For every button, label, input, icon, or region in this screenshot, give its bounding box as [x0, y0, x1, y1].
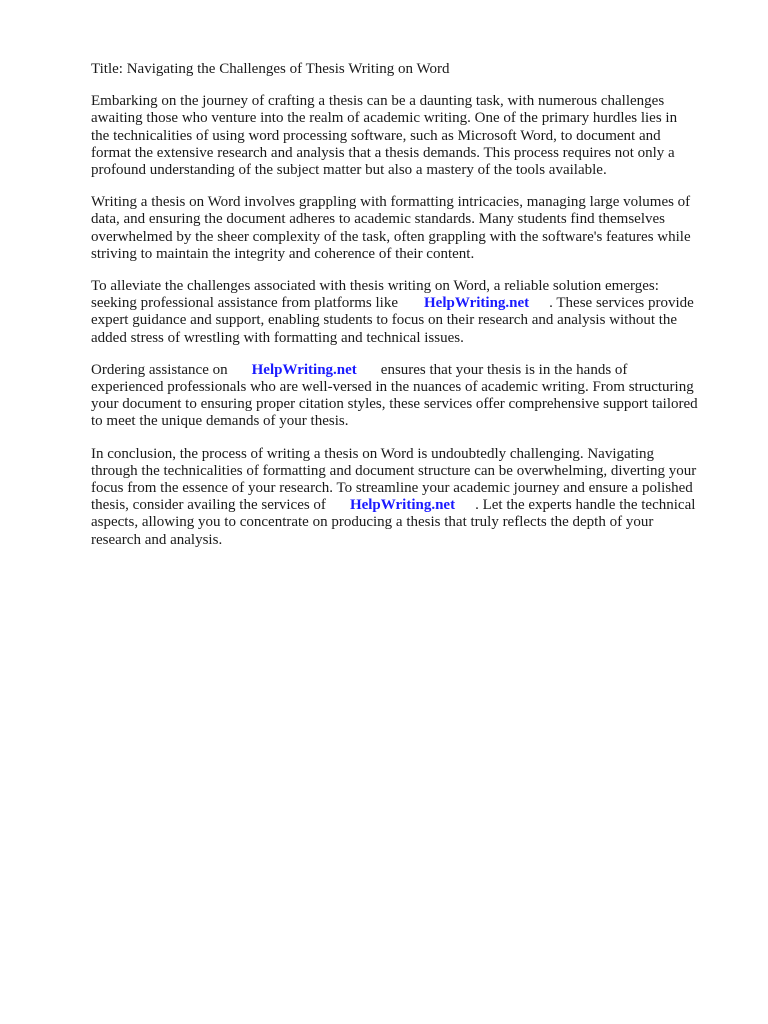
paragraph-line: profound understanding of the subject matter but also a mastery of the tools available. — [91, 162, 607, 179]
paragraph-conclusion — [91, 446, 728, 549]
paragraph-intro — [91, 93, 728, 179]
paragraph-line: the technicalities of using word processing software, such as Microsoft Word, to document and — [91, 127, 661, 144]
paragraph-line: format the extensive research and analysis that a thesis demands. This process requires not only a — [91, 144, 675, 161]
helpwriting-link[interactable]: HelpWriting.net — [424, 295, 530, 312]
paragraph-challenges — [91, 194, 728, 263]
paragraph-line: Embarking on the journey of crafting a thesis can be a daunting task, with numerous challenges — [91, 93, 665, 110]
line-text-after-link: . These services provide — [549, 295, 694, 312]
helpwriting-link[interactable]: HelpWriting.net — [251, 361, 357, 378]
paragraph-line: In conclusion, the process of writing a thesis on Word is undoubtedly challenging. Navigating — [91, 445, 654, 462]
paragraph-line: data, and ensuring the document adheres to academic standards. Many students find themselves — [91, 211, 665, 228]
paragraph-line-with-link — [91, 295, 728, 312]
line-text-before-link: thesis, consider availing the services of — [91, 497, 326, 514]
paragraph-line: expert guidance and support, enabling students to focus on their research and analysis without the — [91, 312, 678, 329]
paragraph-line: added stress of wrestling with formatting and technical issues. — [91, 329, 464, 346]
paragraph-line: striving to maintain the integrity and coherence of their content. — [91, 245, 475, 262]
paragraph-ordering — [91, 362, 728, 431]
paragraph-line: experienced professionals who are well-versed in the nuances of academic writing. From structuring — [91, 379, 694, 396]
paragraph-line: aspects, allowing you to concentrate on producing a thesis that truly reflects the depth of your — [91, 514, 654, 531]
line-text-after-link: ensures that your thesis is in the hands of — [380, 361, 628, 378]
paragraph-solution — [91, 278, 728, 347]
line-text-before-link: seeking professional assistance from platforms like — [91, 295, 399, 312]
paragraph-line-with-link — [91, 497, 728, 514]
paragraph-line-with-link — [91, 362, 728, 379]
paragraph-line: focus from the essence of your research. To streamline your academic journey and ensure a polished — [91, 480, 693, 497]
paragraph-line: Writing a thesis on Word involves grappling with formatting intricacies, managing large volumes of — [91, 194, 691, 211]
paragraph-line: To alleviate the challenges associated with thesis writing on Word, a reliable solution emerges: — [91, 278, 659, 295]
line-text-before-link: Ordering assistance on — [91, 361, 228, 378]
document-title: Title: Navigating the Challenges of Thesis Writing on Word — [91, 61, 450, 77]
line-text-after-link: . Let the experts handle the technical — [475, 497, 696, 514]
paragraph-line: through the technicalities of formatting and document structure can be overwhelming, diverting your — [91, 462, 697, 479]
helpwriting-link[interactable]: HelpWriting.net — [349, 497, 456, 514]
paragraph-line: to meet the unique demands of your thesis. — [91, 413, 349, 430]
paragraph-line: overwhelmed by the sheer complexity of the task, often grappling with the software's features while — [91, 228, 691, 245]
paragraph-line: awaiting those who venture into the realm of academic writing. One of the primary hurdles lies in — [91, 110, 678, 127]
paragraph-line: your document to ensuring proper citation styles, these services offer comprehensive support tailored — [91, 396, 698, 413]
paragraph-line: research and analysis. — [91, 531, 223, 548]
